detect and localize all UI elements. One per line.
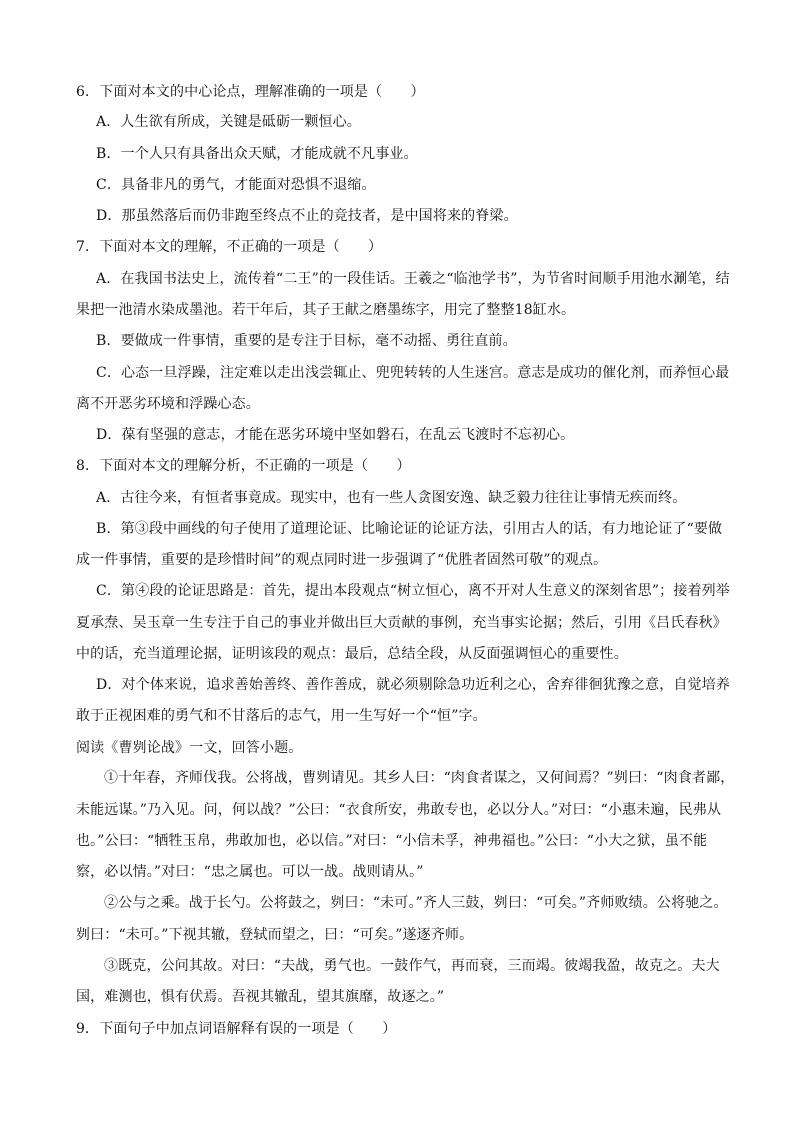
question-6-option-c: C．具备非凡的勇气，才能面对恐惧不退缩。 (96, 177, 376, 193)
passage-paragraph-2-line-1: ②公与之乘。战于长勺。公将鼓之，刿曰：“未可。”齐人三鼓，刿曰：“可矣。”齐师败绩。公将驰之。 (104, 895, 728, 911)
question-8-option-b-line-1: B．第③段中画线的句子使用了道理论证、比喻论证的论证方法，引用古人的话，有力地论证了“要做 (96, 521, 723, 537)
question-6-stem: 6．下面对本文的中心论点，理解准确的一项是（ ） (76, 84, 425, 100)
question-7-option-a-line-1: A．在我国书法史上，流传着“二王”的一段佳话。王羲之“临池学书”，为节省时间顺手用池水涮笔，结 (96, 271, 730, 287)
question-8-option-a: A．古往今来，有恒者事竟成。现实中，也有一些人贪图安逸、缺乏毅力往往让事情无疾而终。 (96, 490, 687, 506)
question-8-option-d-line-1: D．对个体来说，追求善始善终、善作善成，就必须剔除急功近利之心，舍弃徘徊犹豫之意，自觉培养 (96, 677, 730, 693)
question-8-option-c-line-3: 中的话，充当道理论据，证明该段的观点：最后，总结全段，从反面强调恒心的重要性。 (76, 646, 628, 662)
question-7-option-c-line-2: 离不开恶劣环境和浮躁心态。 (76, 396, 260, 412)
question-7-option-a-line-2: 果把一池清水染成墨池。若干年后，其子王献之磨墨练字，用完了整整18缸水。 (76, 302, 576, 318)
passage-paragraph-1-line-3: 也。”公曰：“牺牲玉帛，弗敢加也，必以信。”对曰：“小信未孚，神弗福也。”公曰：“小大之狱，虽不能 (76, 833, 708, 849)
question-7-option-b: B．要做成一件事情，重要的是专注于目标，毫不动摇、勇往直前。 (96, 333, 517, 349)
question-6-option-a: A．人生欲有所成，关键是砥砺一颗恒心。 (96, 114, 361, 130)
question-7-stem: 7．下面对本文的理解，不正确的一项是（ ） (76, 239, 383, 255)
passage-paragraph-3-line-1: ③既克，公问其故。对曰：“夫战，勇气也。一鼓作气，再而衰，三而竭。彼竭我盈，故克之。夫大 (104, 958, 720, 974)
passage-paragraph-2-line-2: 刿曰：“未可。”下视其辙，登轼而望之，曰：“可矣。”遂逐齐师。 (76, 927, 474, 943)
question-8-option-d-line-2: 敢于正视困难的勇气和不甘落后的志气，用一生写好一个“恒”字。 (76, 708, 487, 724)
question-8-stem: 8．下面对本文的理解分析，不正确的一项是（ ） (76, 458, 411, 474)
question-7-option-d: D．葆有坚强的意志，才能在恶劣环境中坚如磐石，在乱云飞渡时不忘初心。 (96, 427, 575, 443)
question-8-option-c-line-2: 夏承焘、吴玉章一生专注于自己的事业并做出巨大贡献的事例，充当事实论据；然后，引用《吕氏春秋》 (76, 615, 727, 631)
passage-paragraph-1-line-2: 未能远谋。”乃入见。问，何以战？”公曰：“衣食所安，弗敢专也，必以分人。”对曰：“小惠未遍，民弗从 (76, 802, 722, 818)
passage-paragraph-3-line-2: 国，难测也，惧有伏焉。吾视其辙乱，望其旗靡，故逐之。” (76, 989, 445, 1005)
question-9-stem: 9．下面句子中加点词语解释有误的一项是（ ） (76, 1021, 397, 1037)
question-7-option-c-line-1: C．心态一旦浮躁，注定难以走出浅尝辄止、兜兜转转的人生迷宫。意志是成功的催化剂，而养恒心最 (96, 365, 730, 381)
question-8-option-c-line-1: C．第④段的论证思路是：首先，提出本段观点“树立恒心，离不开对人生意义的深刻省思”；接着列举 (96, 583, 730, 599)
question-6-option-d: D．那虽然落后而仍非跑至终点不止的竞技者，是中国将来的脊梁。 (96, 208, 518, 224)
passage-paragraph-1-line-4: 察，必以情。”对曰：“忠之属也。可以一战。战则请从。” (76, 864, 424, 880)
question-6-option-b: B．一个人只有具备出众天赋，才能成就不凡事业。 (96, 146, 418, 162)
passage-paragraph-1-line-1: ①十年春，齐师伐我。公将战，曹刿请见。其乡人曰：“肉食者谋之，又何间焉？”刿曰：“肉食者鄙， (104, 770, 735, 786)
reading-intro: 阅读《曹刿论战》一文，回答小题。 (76, 740, 303, 756)
question-8-option-b-line-2: 成一件事情，重要的是珍惜时间”的观点同时进一步强调了“优胜者固然可敬”的观点。 (76, 552, 608, 568)
